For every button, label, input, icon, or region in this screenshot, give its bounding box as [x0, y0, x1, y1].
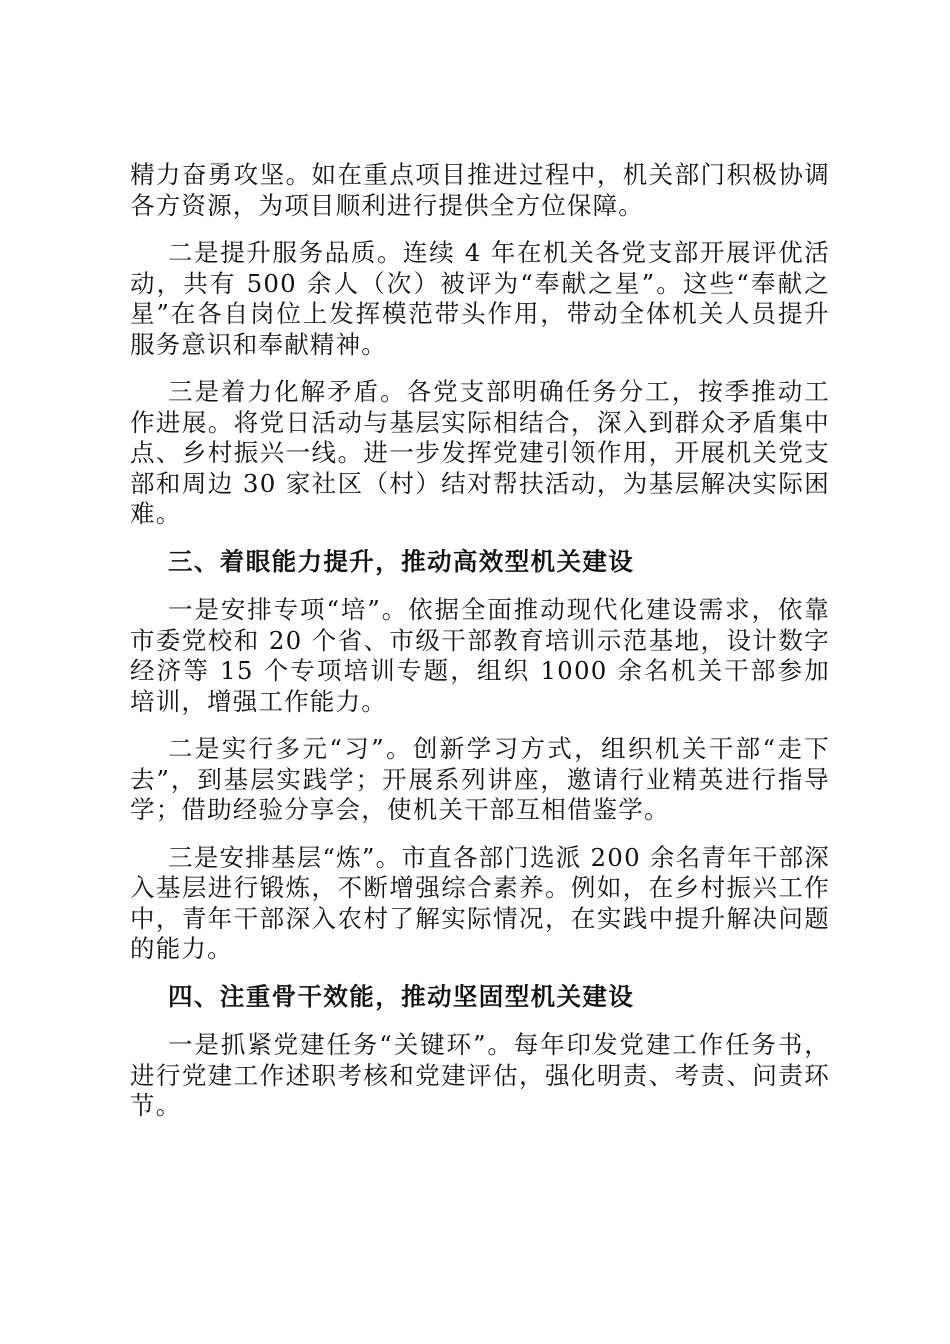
paragraph-key-link: 一是抓紧党建任务“关键环”。每年印发党建工作任务书，进行党建工作述职考核和党建评估，强化明责、考责、问责环节。	[130, 1030, 830, 1120]
paragraph-resolve-conflicts: 三是着力化解矛盾。各党支部明确任务分工，按季推动工作进展。将党日活动与基层实际相结合，深入到群众矛盾集中点、乡村振兴一线。进一步发挥党建引领作用，开展机关党支部和周边 30 家社区（村）结对帮扶活动，为基层解决实际困难。	[130, 377, 830, 528]
section-heading-4: 四、注重骨干效能，推动坚固型机关建设	[168, 981, 635, 1011]
paragraph-training: 一是安排专项“培”。依据全面推动现代化建设需求，依靠市委党校和 20 个省、市级干部教育培训示范基地，设计数字经济等 15 个专项培训专题，组织 1000 余名机关干部参加培训，增强工作能力。	[130, 595, 830, 716]
paragraph-continued: 精力奋勇攻坚。如在重点项目推进过程中，机关部门积极协调各方资源，为项目顺利进行提供全方位保障。	[130, 160, 830, 220]
paragraph-service-quality: 二是提升服务品质。连续 4 年在机关各党支部开展评优活动，共有 500 余人（次）被评为“奉献之星”。这些“奉献之星”在各自岗位上发挥模范带头作用，带动全体机关人员提升服务意识和奉献精神。	[130, 238, 830, 359]
paragraph-grassroots: 三是安排基层“炼”。市直各部门选派 200 余名青年干部深入基层进行锻炼，不断增强综合素养。例如，在乡村振兴工作中，青年干部深入农村了解实际情况，在实践中提升解决问题的能力。	[130, 842, 830, 963]
section-heading-3: 三、着眼能力提升，推动高效型机关建设	[168, 546, 635, 576]
paragraph-learning: 二是实行多元“习”。创新学习方式，组织机关干部“走下去”，到基层实践学；开展系列讲座，邀请行业精英进行指导学；借助经验分享会，使机关干部互相借鉴学。	[130, 734, 830, 824]
document-body	[130, 160, 830, 1139]
